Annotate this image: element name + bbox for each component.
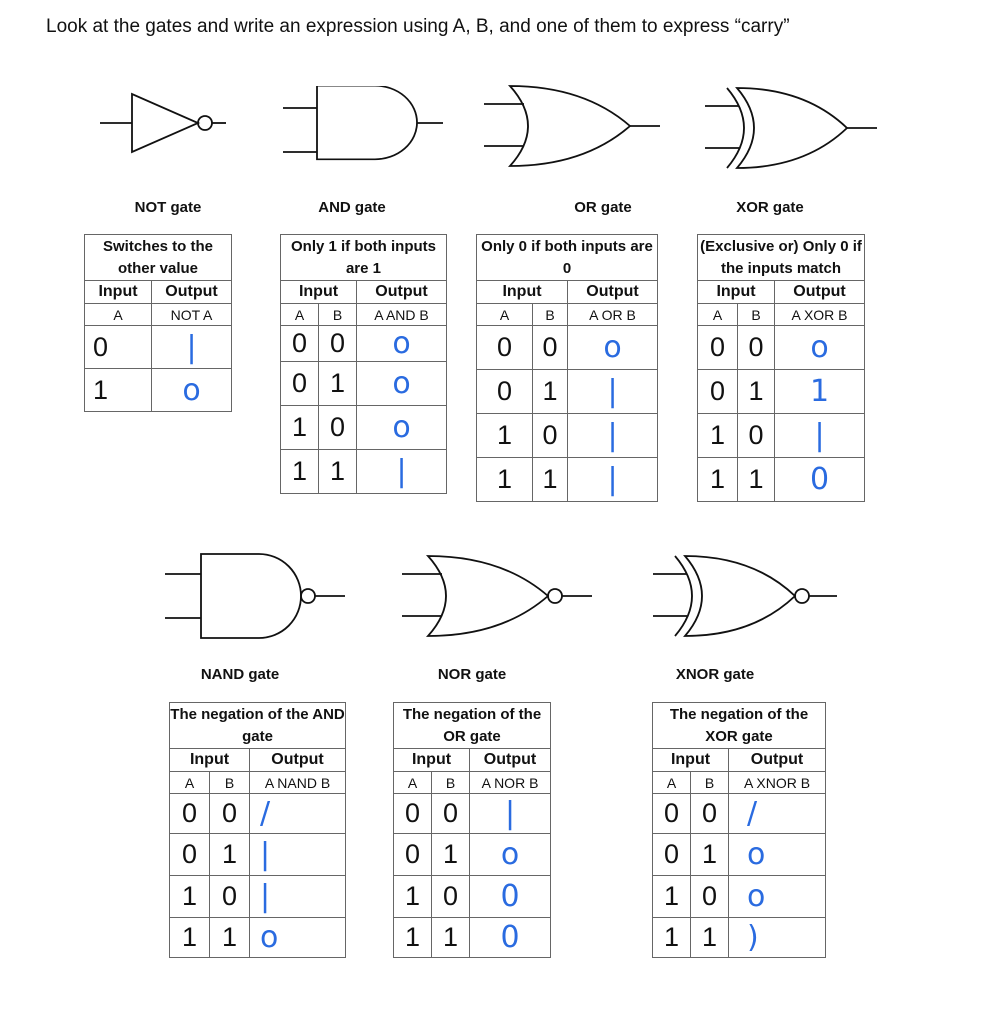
table-cell: 0 (394, 834, 432, 876)
table-cell: 1 (210, 834, 250, 876)
handwritten-answer: o (729, 876, 826, 918)
handwritten-answer: | (250, 834, 346, 876)
table-cell: 0 (691, 794, 729, 834)
table-cell: 0 (394, 794, 432, 834)
nand-gate-symbol (165, 552, 350, 642)
handwritten-answer: o (568, 326, 658, 370)
col-out-header: A AND B (357, 304, 447, 326)
col-out-header: A NAND B (250, 772, 346, 794)
input-header: Input (698, 281, 775, 304)
xnor-gate-symbol (653, 552, 843, 642)
table-cell: 1 (170, 876, 210, 918)
nand-gate-name: NAND gate (200, 666, 280, 683)
table-cell: 0 (477, 326, 533, 370)
question-text: Look at the gates and write an expression using A, B, and one of them to express “carry” (46, 16, 790, 37)
table-cell: 1 (653, 918, 691, 958)
table-cell: 0 (319, 326, 357, 362)
table-cell: 1 (432, 834, 470, 876)
table-cell: 1 (394, 918, 432, 958)
and-gate-symbol (283, 86, 453, 166)
col-a-header: A (477, 304, 533, 326)
col-b-header: B (210, 772, 250, 794)
not-gate-symbol (100, 86, 230, 166)
xor-gate-symbol (705, 84, 880, 174)
handwritten-answer: 0 (775, 458, 865, 502)
table-cell: 1 (281, 406, 319, 450)
input-header: Input (477, 281, 568, 304)
xnor-description: The negation of the XOR gate (653, 703, 826, 749)
table-cell: 1 (394, 876, 432, 918)
table-cell: 0 (432, 876, 470, 918)
table-cell: 1 (170, 918, 210, 958)
table-cell: 0 (698, 326, 738, 370)
output-header: Output (357, 281, 447, 304)
col-b-header: B (319, 304, 357, 326)
xor-description: (Exclusive or) Only 0 if the inputs match (698, 235, 865, 281)
handwritten-answer: o (357, 406, 447, 450)
handwritten-answer: o (357, 362, 447, 406)
table-cell: 0 (738, 326, 775, 370)
or-gate-symbol (484, 82, 664, 172)
col-a-header: A (698, 304, 738, 326)
input-header: Input (394, 749, 470, 772)
output-header: Output (152, 281, 232, 304)
or-gate-name: OR gate (574, 199, 632, 216)
handwritten-answer: ) (729, 918, 826, 958)
table-cell: 1 (653, 876, 691, 918)
handwritten-answer: 0 (470, 918, 551, 958)
table-cell: 1 (477, 458, 533, 502)
col-a-header: A (281, 304, 319, 326)
not-truth-table (84, 234, 232, 412)
table-cell: 0 (432, 794, 470, 834)
handwritten-answer: | (568, 458, 658, 502)
table-cell: 1 (698, 458, 738, 502)
handwritten-answer: | (470, 794, 551, 834)
and-description: Only 1 if both inputs are 1 (281, 235, 447, 281)
table-cell: 1 (698, 414, 738, 458)
table-cell: 0 (653, 794, 691, 834)
col-a-header: A (85, 304, 152, 326)
col-b-header: B (738, 304, 775, 326)
table-cell: 0 (477, 370, 533, 414)
nand-description: The negation of the AND gate (170, 703, 346, 749)
handwritten-answer: o (152, 369, 232, 412)
table-cell: 1 (85, 369, 152, 412)
input-header: Input (170, 749, 250, 772)
table-cell: 0 (210, 876, 250, 918)
table-cell: 0 (738, 414, 775, 458)
table-cell: 1 (691, 834, 729, 876)
table-cell: 1 (210, 918, 250, 958)
handwritten-answer: o (775, 326, 865, 370)
xnor-gate-name: XNOR gate (675, 666, 755, 683)
or-truth-table (476, 234, 658, 502)
col-a-header: A (170, 772, 210, 794)
and-truth-table (280, 234, 447, 494)
xor-truth-table (697, 234, 865, 502)
output-header: Output (568, 281, 658, 304)
handwritten-answer: | (568, 370, 658, 414)
col-a-header: A (394, 772, 432, 794)
table-cell: 1 (738, 458, 775, 502)
table-cell: 0 (533, 326, 568, 370)
table-cell: 1 (319, 450, 357, 494)
col-out-header: A OR B (568, 304, 658, 326)
table-cell: 0 (210, 794, 250, 834)
table-cell: 1 (281, 450, 319, 494)
xnor-truth-table (652, 702, 826, 958)
col-b-header: B (432, 772, 470, 794)
table-cell: 0 (319, 406, 357, 450)
table-cell: 0 (691, 876, 729, 918)
xor-gate-name: XOR gate (736, 199, 804, 216)
table-cell: 1 (738, 370, 775, 414)
handwritten-answer: o (470, 834, 551, 876)
and-gate-name: AND gate (318, 199, 386, 216)
handwritten-answer: | (250, 876, 346, 918)
col-out-header: A NOR B (470, 772, 551, 794)
table-cell: 1 (432, 918, 470, 958)
nor-gate-symbol (402, 552, 597, 642)
table-cell: 1 (533, 370, 568, 414)
output-header: Output (470, 749, 551, 772)
handwritten-answer: | (152, 326, 232, 369)
nor-gate-name: NOR gate (437, 666, 507, 683)
handwritten-answer: o (729, 834, 826, 876)
table-cell: 0 (281, 326, 319, 362)
handwritten-answer: | (775, 414, 865, 458)
col-out-header: A XOR B (775, 304, 865, 326)
handwritten-answer: 1 (775, 370, 865, 414)
table-cell: 0 (653, 834, 691, 876)
table-cell: 0 (533, 414, 568, 458)
col-b-header: B (691, 772, 729, 794)
handwritten-answer: 0 (470, 876, 551, 918)
input-header: Input (653, 749, 729, 772)
table-cell: 0 (170, 834, 210, 876)
not-gate-name: NOT gate (134, 199, 202, 216)
table-cell: 1 (533, 458, 568, 502)
table-cell: 0 (170, 794, 210, 834)
handwritten-answer: | (568, 414, 658, 458)
table-cell: 1 (319, 362, 357, 406)
handwritten-answer: / (729, 794, 826, 834)
or-description: Only 0 if both inputs are 0 (477, 235, 658, 281)
output-header: Output (250, 749, 346, 772)
not-description: Switches to the other value (85, 235, 232, 281)
col-b-header: B (533, 304, 568, 326)
col-a-header: A (653, 772, 691, 794)
nor-truth-table (393, 702, 551, 958)
handwritten-answer: o (357, 326, 447, 362)
handwritten-answer: | (357, 450, 447, 494)
nand-truth-table (169, 702, 346, 958)
table-cell: 1 (691, 918, 729, 958)
input-header: Input (85, 281, 152, 304)
output-header: Output (775, 281, 865, 304)
handwritten-answer: o (250, 918, 346, 958)
nor-description: The negation of the OR gate (394, 703, 551, 749)
col-out-header: A XNOR B (729, 772, 826, 794)
output-header: Output (729, 749, 826, 772)
input-header: Input (281, 281, 357, 304)
table-cell: 1 (477, 414, 533, 458)
handwritten-answer: / (250, 794, 346, 834)
table-cell: 0 (281, 362, 319, 406)
table-cell: 0 (85, 326, 152, 369)
col-out-header: NOT A (152, 304, 232, 326)
table-cell: 0 (698, 370, 738, 414)
